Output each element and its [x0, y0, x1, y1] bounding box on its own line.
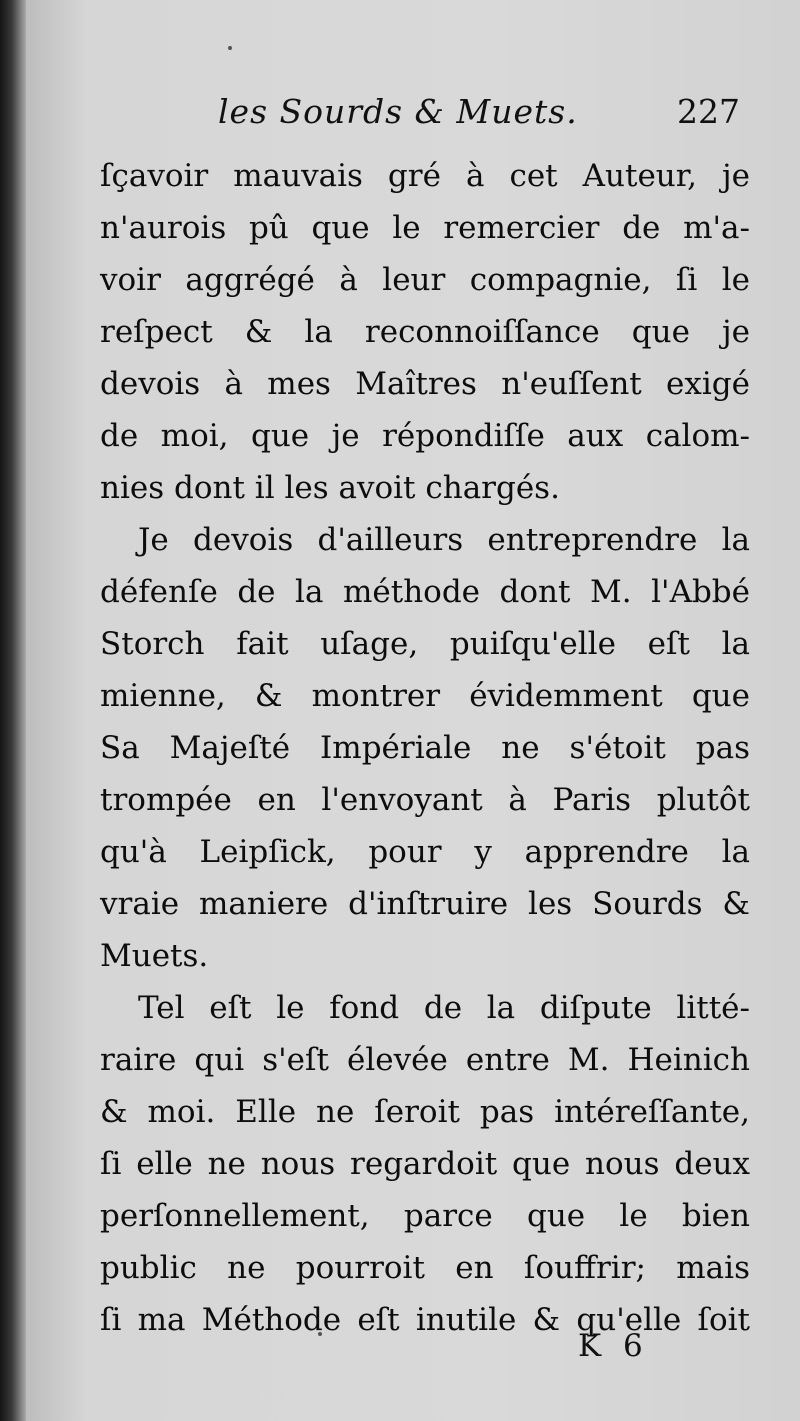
paragraph-2 — [100, 514, 750, 982]
text-line: de moi, que je répondiſſe aux calom- — [100, 418, 750, 454]
text-line: ſçavoir mauvais gré à cet Auteur, je — [100, 158, 750, 194]
text-line: Muets. — [100, 938, 209, 974]
body-text — [100, 150, 750, 1346]
page-number: 227 — [677, 92, 740, 131]
text-line: nies dont il les avoit chargés. — [100, 470, 560, 506]
text-line: ſi ma Méthode eſt inutile & qu'elle ſoit — [100, 1302, 750, 1338]
text-line: devois à mes Maîtres n'euſſent exigé — [100, 366, 750, 402]
running-head — [218, 92, 748, 142]
ink-speck — [228, 46, 232, 50]
text-line: & moi. Elle ne ſeroit pas intéreſſante, — [100, 1094, 750, 1130]
text-line: perſonnellement, parce que le bien — [100, 1198, 750, 1234]
signature-mark: K 6 — [578, 1328, 649, 1364]
text-line: public ne pourroit en ſouffrir; mais — [100, 1250, 750, 1286]
text-line: reſpect & la reconnoiſſance que je — [100, 314, 750, 350]
text-line: défenſe de la méthode dont M. l'Abbé — [100, 574, 750, 610]
text-line: voir aggrégé à leur compagnie, ſi le — [100, 262, 750, 298]
text-line: qu'à Leipſick, pour y apprendre la — [100, 834, 750, 870]
text-line: ſi elle ne nous regardoit que nous deux — [100, 1146, 750, 1182]
text-line: Tel eſt le fond de la diſpute litté- — [138, 990, 750, 1026]
text-line: Storch fait uſage, puiſqu'elle eſt la — [100, 626, 750, 662]
running-title: les Sourds & Muets. — [218, 92, 578, 131]
text-line: mienne, & montrer évidemment que — [100, 678, 750, 714]
text-line: Je devois d'ailleurs entreprendre la — [138, 522, 750, 558]
text-line: vraie maniere d'inſtruire les Sourds & — [100, 886, 750, 922]
text-line: raire qui s'eſt élevée entre M. Heinich — [100, 1042, 750, 1078]
text-line: trompée en l'envoyant à Paris plutôt — [100, 782, 750, 818]
paragraph-3 — [100, 982, 750, 1346]
paragraph-1 — [100, 150, 750, 514]
text-line: Sa Majeſté Impériale ne s'étoit pas — [100, 730, 750, 766]
text-line: n'aurois pû que le remercier de m'a- — [100, 210, 750, 246]
